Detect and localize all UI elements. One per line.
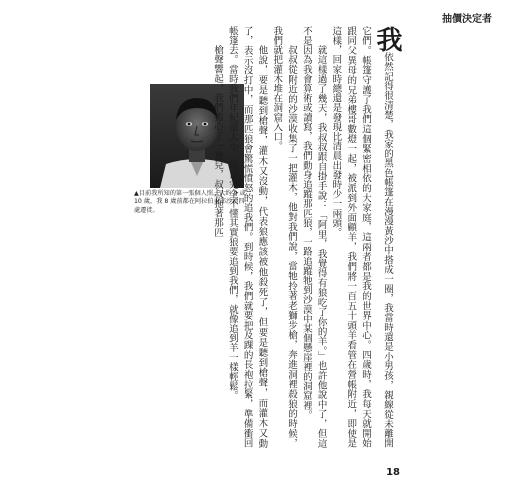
paragraph-5: 槍聲響起，我們擔心了一會兒，叔叔拖著那匹 <box>212 45 224 237</box>
body-text <box>136 26 402 448</box>
paragraph-1 <box>328 26 402 448</box>
paragraph-1-text: 依然記得很清楚，我家的黑色帳篷在漫漫黃沙中搭成一圈，我當時還是小男孩，親線從未離開它們。帳篷守護了我們這個緊密相依的大家庭，這兩者都是我的世界中心。四歲時，我每天就開始跟同父異母的兄弟樓哥數燈一起，被派到外面顧羊，我們將一百五十頭羊看管在營帳附近，即使是這樣，回家時總還是發現比清晨出發時少一兩頭。 <box>330 26 393 448</box>
paragraph-4: 他說，要是聽到槍聲，灌木又沒動，代表狼應該被他殺死了，但要是聽到槍聲，而灌木又動了，表示沒打中，而那匹狼會驚慌憤怒的追我們。到時候，我們就要把及踝的長袍拉緊，準備衝回帳篷去。當時我們年紀還太小，所以完全不懂其實狼要追到我們，就像追到羊一樣輕鬆。 <box>226 26 268 448</box>
drop-cap: 我 <box>372 26 402 53</box>
paragraph-2: 就這樣過了幾天，我叔叔跟自掛手說：「阿里，我覺得有狼吃了你的羊。」也許他說中了，但這不是因為我會算術或讀寫，我們動身追蹤那匹狼，一路追蹤牠到沙漠中某個懸崖裡的洞窟裡。 <box>300 26 327 448</box>
paragraph-3: 叔叔從附近的沙漠收集了一把灌木，他對我們說，當牠拎著老獅步槍，奔進洞裡殺狼的時候，我們就把灌木堆在洞窟入口。 <box>271 26 298 448</box>
photo-caption: ▲目前我所知的第一張個人照，大約 9 或 10 歲，我 8 歲前都在阿拉伯東部沙漠四處遷徙。 <box>134 190 246 214</box>
running-header: 抽價決定者 <box>442 14 492 25</box>
page-number: 18 <box>386 467 400 478</box>
